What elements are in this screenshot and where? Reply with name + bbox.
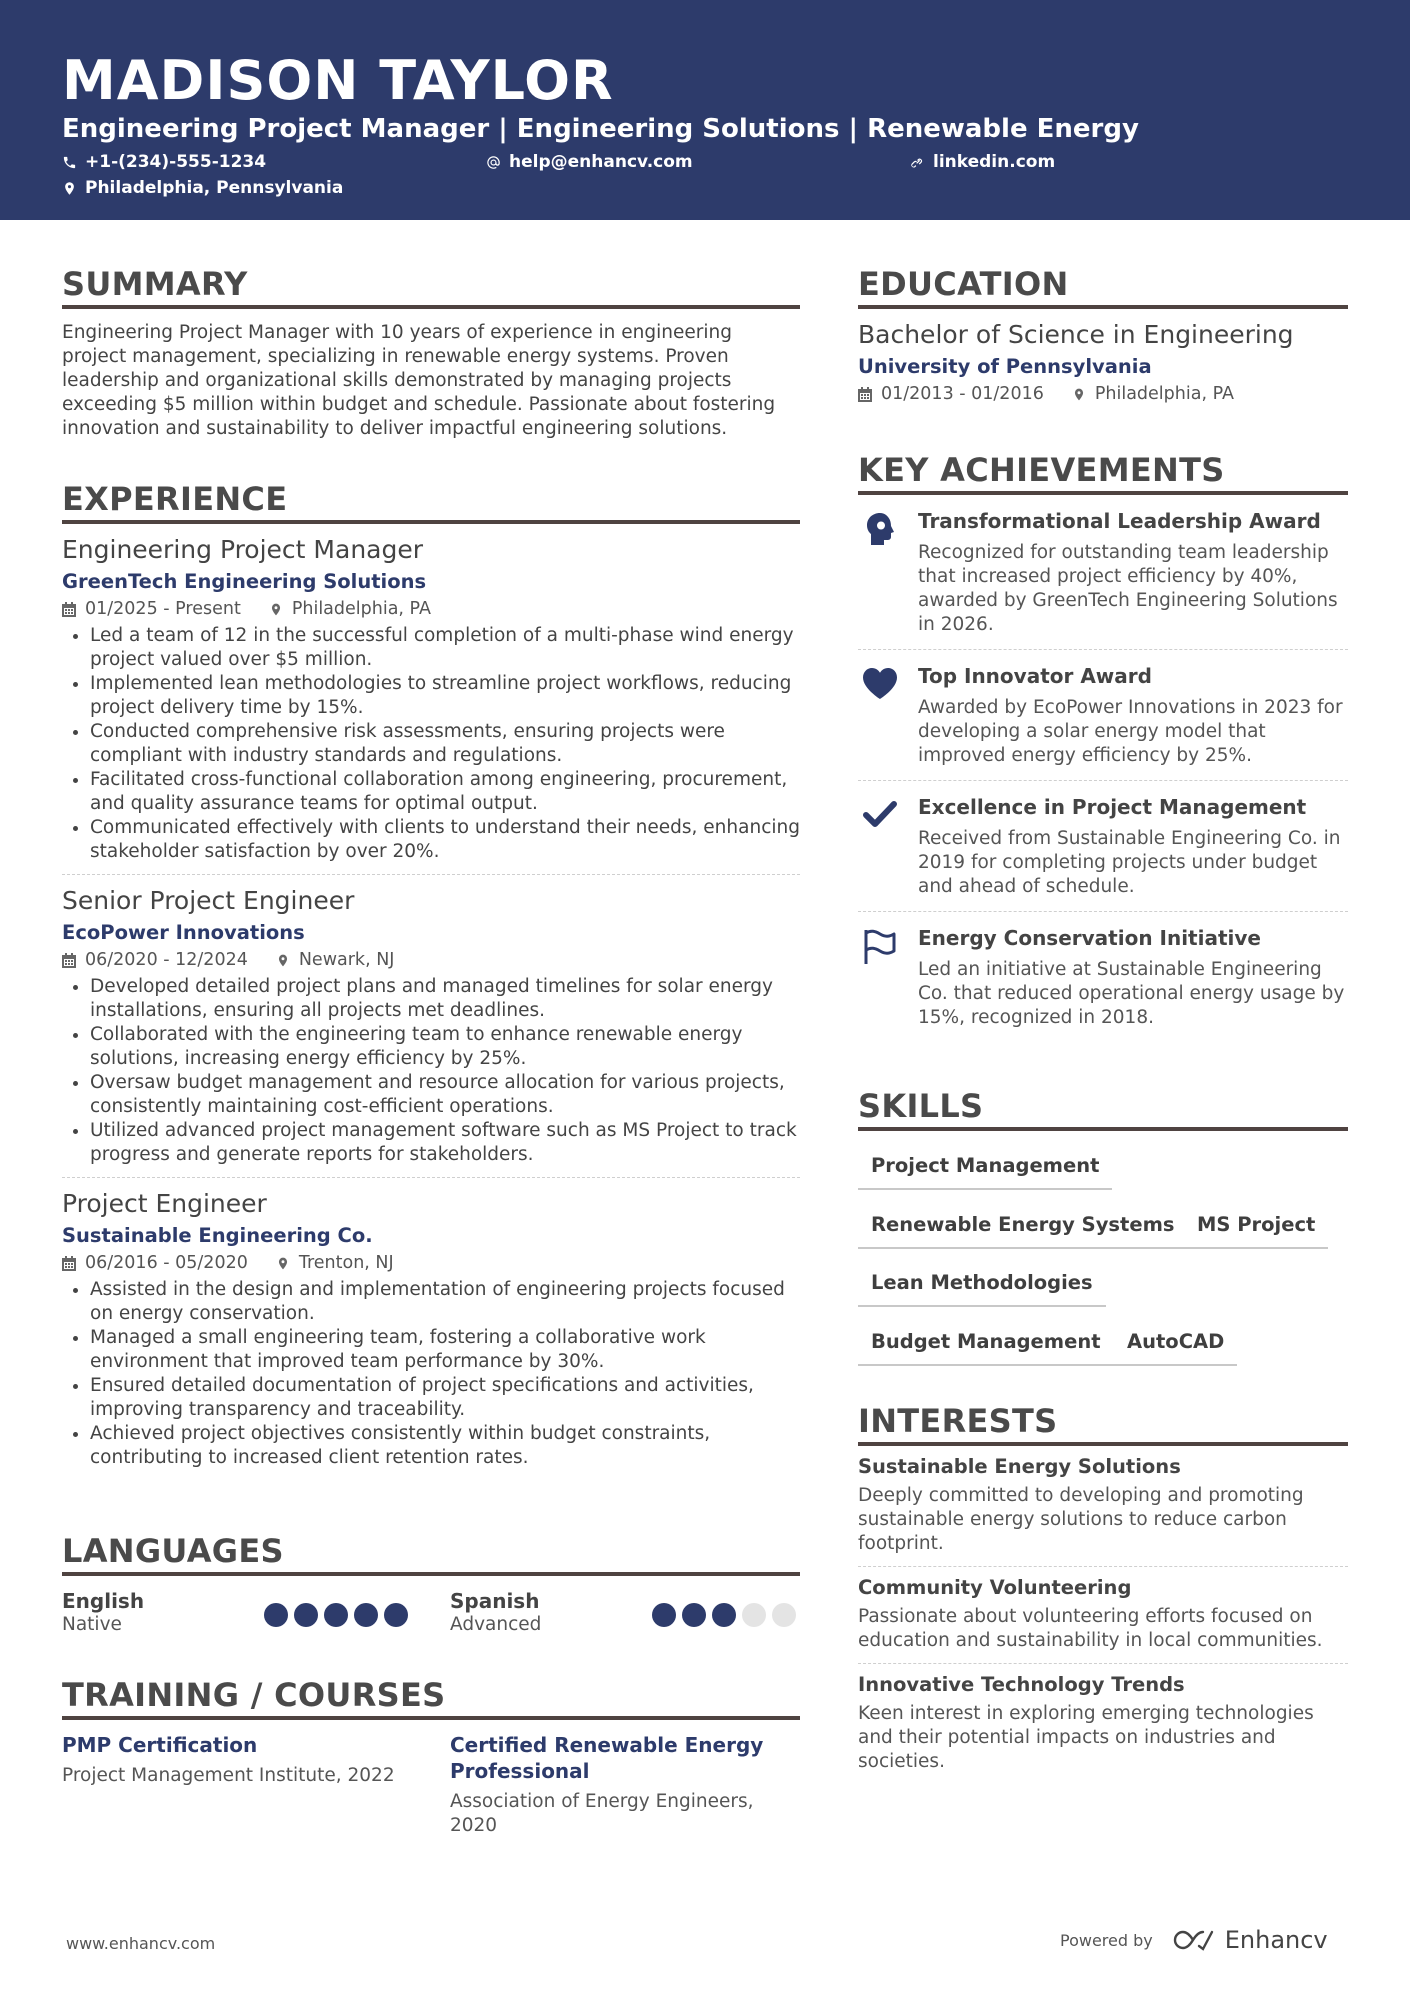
language-item	[450, 1589, 541, 1637]
achievement-title: Energy Conservation Initiative	[918, 926, 1261, 950]
job-company: GreenTech Engineering Solutions	[62, 570, 427, 593]
achievement-title: Transformational Leadership Award	[918, 509, 1321, 533]
footer-website[interactable]: www.enhancv.com	[66, 1934, 216, 1953]
education-meta	[858, 382, 1348, 406]
achievement-item	[858, 662, 1348, 768]
achievement-title: Top Innovator Award	[918, 664, 1152, 688]
contact-linkedin[interactable]	[910, 151, 1055, 173]
email-text: help@enhancv.com	[509, 152, 693, 172]
job-title: Senior Project Engineer	[62, 886, 355, 915]
job-bullet: Managed a small engineering team, fostering a collaborative work environment that improved team performance by 30%.	[62, 1326, 800, 1374]
summary-section	[62, 265, 800, 441]
job-bullet: Collaborated with the engineering team to enhance renewable energy solutions, increasing energy efficiency by 25%.	[62, 1023, 800, 1071]
location-text: Philadelphia, Pennsylvania	[85, 178, 344, 198]
interest-title: Community Volunteering	[858, 1576, 1132, 1599]
contact-phone[interactable]	[62, 151, 266, 173]
divider	[858, 780, 1348, 781]
language-rating	[652, 1603, 796, 1627]
contact-location	[62, 177, 343, 199]
rating-dot-filled	[652, 1603, 676, 1627]
brand-name: Enhancv	[1224, 1926, 1328, 1954]
education-location-text: Philadelphia, PA	[1094, 384, 1234, 404]
job-dates-text: 06/2020 - 12/2024	[85, 950, 248, 970]
job-title: Engineering Project Manager	[62, 535, 424, 564]
rating-dot-filled	[682, 1603, 706, 1627]
achievement-desc: Led an initiative at Sustainable Engineering Co. that reduced operational energy usage by 15%, recognized in 2018.	[918, 959, 1345, 1028]
job-bullet: Utilized advanced project management software such as MS Project to track progress and generate reports for stakeholders.	[62, 1119, 800, 1167]
job-entry	[62, 1188, 800, 1470]
divider	[858, 649, 1348, 650]
job-bullet: Assisted in the design and implementation of engineering projects focused on energy conservation.	[62, 1278, 800, 1326]
achievement-desc: Recognized for outstanding team leadership that increased project efficiency by 40%, awarded by GreenTech Engineering Solutions in 2026.	[918, 542, 1338, 635]
job-bullets	[62, 624, 800, 864]
footer-branding	[1060, 1926, 1328, 1954]
job-bullet: Conducted comprehensive risk assessments, ensuring projects were compliant with industry standards and regulations.	[62, 720, 800, 768]
interest-item	[858, 1454, 1348, 1556]
rating-dot-filled	[384, 1603, 408, 1627]
education-location	[1072, 382, 1234, 406]
at-sign-icon	[486, 155, 501, 170]
skill-tag: AutoCAD	[1114, 1328, 1237, 1366]
job-title: Project Engineer	[62, 1189, 267, 1218]
experience-section	[62, 480, 800, 1470]
course-name: Certified Renewable Energy Professional	[450, 1733, 764, 1783]
job-location	[276, 948, 395, 972]
linkedin-text: linkedin.com	[933, 152, 1056, 172]
rating-dot-filled	[264, 1603, 288, 1627]
location-pin-icon	[276, 953, 290, 968]
head-gear-icon	[860, 509, 900, 549]
job-company: EcoPower Innovations	[62, 921, 305, 944]
job-bullet: Achieved project objectives consistently within budget constraints, contributing to increased client retention rates.	[62, 1422, 800, 1470]
language-level: Advanced	[450, 1614, 542, 1635]
heart-icon	[860, 664, 900, 704]
language-name: Spanish	[450, 1589, 540, 1613]
job-dates-text: 01/2025 - Present	[85, 599, 241, 619]
language-level: Native	[62, 1614, 122, 1635]
interests-title: INTERESTS	[858, 1402, 1348, 1446]
job-dates	[62, 948, 248, 972]
job-dates-text: 06/2016 - 05/2020	[85, 1253, 248, 1273]
resume-header	[0, 0, 1410, 220]
rating-dot-empty	[742, 1603, 766, 1627]
language-rating	[264, 1603, 408, 1627]
divider	[62, 874, 800, 875]
brand-logo[interactable]	[1173, 1926, 1328, 1954]
location-pin-icon	[62, 181, 77, 196]
rating-dot-filled	[354, 1603, 378, 1627]
skills-section	[858, 1087, 1348, 1131]
location-pin-icon	[269, 602, 283, 617]
interest-desc: Deeply committed to developing and promoting sustainable energy solutions to reduce carbon footprint.	[858, 1485, 1304, 1554]
job-location-text: Trenton, NJ	[298, 1253, 394, 1273]
skills-title: SKILLS	[858, 1087, 1348, 1131]
education-section	[858, 265, 1348, 406]
job-entry	[62, 534, 800, 864]
job-location-text: Philadelphia, PA	[291, 599, 431, 619]
job-dates	[62, 1251, 248, 1275]
job-bullet: Communicated effectively with clients to understand their needs, enhancing stakeholder satisfaction by over 20%.	[62, 816, 800, 864]
rating-dot-filled	[712, 1603, 736, 1627]
phone-icon	[62, 155, 77, 170]
interest-desc: Keen interest in exploring emerging technologies and their potential impacts on industries and societies.	[858, 1703, 1314, 1772]
divider	[858, 911, 1348, 912]
interest-item	[858, 1575, 1348, 1653]
training-title: TRAINING / COURSES	[62, 1676, 800, 1720]
education-title: EDUCATION	[858, 265, 1348, 309]
job-bullet: Implemented lean methodologies to streamline project workflows, reducing project delivery time by 15%.	[62, 672, 800, 720]
summary-title: SUMMARY	[62, 265, 800, 309]
job-entry	[62, 885, 800, 1167]
course-org: Association of Energy Engineers, 2020	[450, 1791, 754, 1836]
achievement-desc: Received from Sustainable Engineering Co. in 2019 for completing projects under budget and ahead of schedule.	[918, 828, 1341, 897]
summary-text: Engineering Project Manager with 10 years of experience in engineering project management, specializing in renewable energy systems. Proven leadership and organizational skills demonstrated by managing projects exceeding $5 million within budget and schedule. Passionate about fostering innovation and sustainability to deliver impactful engineering solutions.	[62, 322, 776, 439]
education-dates	[858, 382, 1044, 406]
language-name: English	[62, 1589, 145, 1613]
job-location-text: Newark, NJ	[298, 950, 395, 970]
course-item	[450, 1732, 780, 1838]
interest-title: Sustainable Energy Solutions	[858, 1455, 1181, 1478]
powered-by-text: Powered by	[1060, 1930, 1153, 1950]
degree-name: Bachelor of Science in Engineering	[858, 320, 1294, 349]
course-item	[62, 1732, 412, 1788]
job-location	[269, 597, 431, 621]
candidate-name: MADISON TAYLOR	[62, 49, 614, 112]
skill-tag: Lean Methodologies	[858, 1269, 1106, 1307]
job-bullet: Developed detailed project plans and managed timelines for solar energy installations, ensuring all projects met deadlines.	[62, 975, 800, 1023]
divider	[858, 1566, 1348, 1567]
skill-tag: Budget Management	[858, 1328, 1114, 1366]
job-location	[276, 1251, 394, 1275]
interest-item	[858, 1672, 1348, 1774]
interests-section	[858, 1402, 1348, 1774]
skill-tag: Renewable Energy Systems	[858, 1211, 1188, 1249]
achievement-item	[858, 793, 1348, 899]
enhancv-logo-icon	[1173, 1928, 1217, 1952]
skill-tag: Project Management	[858, 1152, 1112, 1190]
rating-dot-filled	[294, 1603, 318, 1627]
language-item	[62, 1589, 144, 1637]
calendar-icon	[858, 387, 872, 402]
location-pin-icon	[276, 1256, 290, 1271]
achievement-desc: Awarded by EcoPower Innovations in 2023 for developing a solar energy model that improved energy efficiency by 25%.	[918, 697, 1343, 766]
job-meta	[62, 597, 800, 621]
languages-section	[62, 1532, 800, 1576]
training-section	[62, 1676, 800, 1720]
flag-icon	[860, 926, 900, 966]
job-bullets	[62, 1278, 800, 1470]
job-dates	[62, 597, 241, 621]
job-company: Sustainable Engineering Co.	[62, 1224, 373, 1247]
link-icon	[910, 155, 925, 170]
calendar-icon	[62, 1256, 76, 1271]
rating-dot-filled	[324, 1603, 348, 1627]
divider	[62, 1177, 800, 1178]
interest-desc: Passionate about volunteering efforts focused on education and sustainability in local communities.	[858, 1606, 1323, 1651]
achievements-title: KEY ACHIEVEMENTS	[858, 451, 1348, 495]
languages-title: LANGUAGES	[62, 1532, 800, 1576]
candidate-headline: Engineering Project Manager | Engineering Solutions | Renewable Energy	[62, 114, 1139, 144]
calendar-icon	[62, 953, 76, 968]
achievement-title: Excellence in Project Management	[918, 795, 1307, 819]
job-meta	[62, 948, 800, 972]
contact-email[interactable]	[486, 151, 693, 173]
interest-title: Innovative Technology Trends	[858, 1673, 1185, 1696]
job-bullet: Ensured detailed documentation of project specifications and activities, improving transparency and traceability.	[62, 1374, 800, 1422]
education-dates-text: 01/2013 - 01/2016	[881, 384, 1044, 404]
checkmark-icon	[860, 795, 900, 835]
calendar-icon	[62, 602, 76, 617]
divider	[858, 1663, 1348, 1664]
location-pin-icon	[1072, 387, 1086, 402]
school-name: University of Pennsylvania	[858, 355, 1152, 378]
course-org: Project Management Institute, 2022	[62, 1765, 395, 1786]
achievement-item	[858, 507, 1348, 637]
phone-text: +1-(234)-555-1234	[85, 152, 267, 172]
job-bullet: Oversaw budget management and resource allocation for various projects, consistently maintaining cost-efficient operations.	[62, 1071, 800, 1119]
rating-dot-empty	[772, 1603, 796, 1627]
experience-title: EXPERIENCE	[62, 480, 800, 524]
achievements-section	[858, 451, 1348, 1030]
job-bullet: Facilitated cross-functional collaboration among engineering, procurement, and quality assurance teams for optimal output.	[62, 768, 800, 816]
skill-tag: MS Project	[1184, 1211, 1328, 1249]
job-bullets	[62, 975, 800, 1167]
achievement-item	[858, 924, 1348, 1030]
course-name: PMP Certification	[62, 1733, 258, 1757]
job-meta	[62, 1251, 800, 1275]
job-bullet: Led a team of 12 in the successful completion of a multi-phase wind energy project valued over $5 million.	[62, 624, 800, 672]
